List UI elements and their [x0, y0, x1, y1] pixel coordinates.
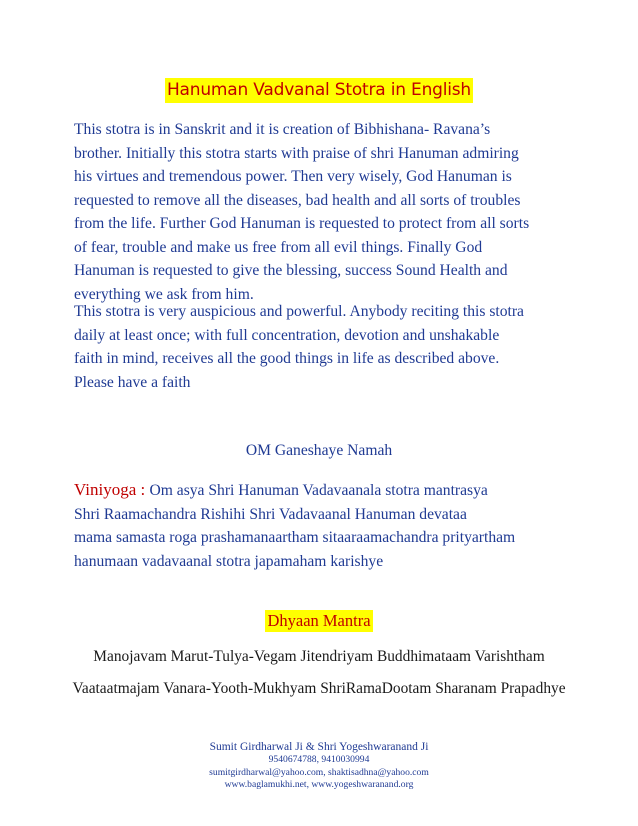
footer-emails: sumitgirdharwal@yahoo.com, shaktisadhna@yahoo.com: [209, 766, 429, 778]
viniyoga-line: hanumaan vadavaanal stotra japamaham karishye: [74, 552, 384, 570]
mantra-line: Vaataatmajam Vanara-Yooth-Mukhyam ShriRamaDootam Sharanam Prapadhye: [72, 680, 566, 697]
viniyoga-label: Viniyoga :: [74, 480, 150, 499]
intro-line: This stotra is in Sanskrit and it is creation of Bibhishana- Ravana’s: [74, 121, 491, 138]
dhyaan-heading: Dhyaan Mantra: [267, 611, 371, 630]
intro-paragraph: [74, 118, 574, 306]
intro-line: Hanuman is requested to give the blessing, success Sound Health and: [74, 262, 508, 279]
viniyoga-text: Om asya Shri Hanuman Vadavaanala stotra mantrasya: [149, 482, 488, 499]
viniyoga-line: [74, 478, 594, 503]
intro-line: his virtues and tremendous power. Then very wisely, God Hanuman is: [74, 168, 512, 185]
om-heading: OM Ganeshaye Namah: [245, 442, 393, 459]
intro-line: requested to remove all the diseases, bad health and all sorts of troubles: [74, 191, 521, 209]
intro-line: from the life. Further God Hanuman is requested to protect from all sorts: [74, 215, 530, 232]
viniyoga-line: Shri Raamachandra Rishihi Shri Vadavaanal Hanuman devataa: [74, 505, 467, 523]
intro-line: everything we ask from him.: [74, 285, 254, 303]
mantra-line: Manojavam Marut-Tulya-Vegam Jitendriyam Buddhimataam Varishtham: [93, 648, 545, 665]
title-container: [0, 78, 638, 103]
page-title: Hanuman Vadvanal Stotra in English: [165, 78, 473, 103]
second-line: faith in mind, receives all the good things in life as described above.: [74, 350, 500, 367]
page-footer: [0, 740, 638, 792]
footer-phones: 9540674788, 9410030994: [268, 754, 370, 765]
second-line: This stotra is very auspicious and powerful. Anybody reciting this stotra: [74, 303, 524, 320]
footer-websites: www.baglamukhi.net, www.yogeshwaranand.org: [224, 779, 414, 790]
dhyaan-container: [0, 610, 638, 632]
second-line: daily at least once; with full concentration, devotion and unshakable: [74, 326, 500, 344]
second-line: Please have a faith: [74, 373, 191, 391]
viniyoga-line: mama samasta roga prashamanaartham sitaaraamachandra prityartham: [74, 529, 516, 546]
footer-authors: Sumit Girdharwal Ji & Shri Yogeshwaranand Ji: [209, 741, 429, 753]
second-paragraph: [74, 300, 574, 394]
intro-line: brother. Initially this stotra starts with praise of shri Hanuman admiring: [74, 144, 519, 162]
viniyoga-block: [74, 478, 594, 573]
intro-line: of fear, trouble and make us free from all evil things. Finally God: [74, 238, 483, 256]
